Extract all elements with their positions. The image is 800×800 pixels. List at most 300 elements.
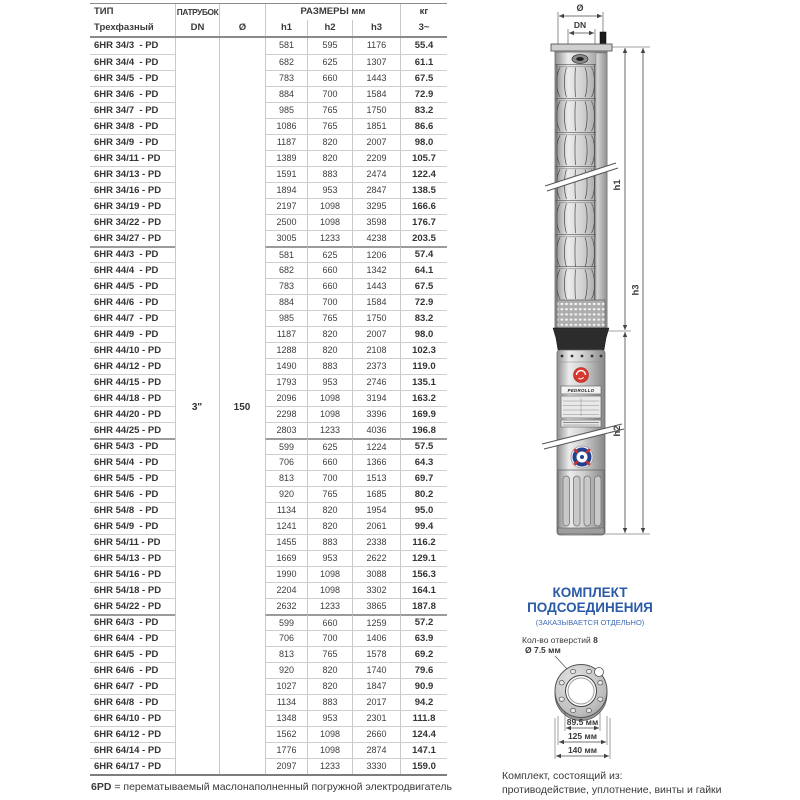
table-row <box>90 262 447 278</box>
table-row <box>90 630 447 646</box>
cell-h3: 1406 <box>352 630 400 646</box>
cell-h3: 2474 <box>352 166 400 182</box>
cell-h1: 3005 <box>265 230 307 246</box>
table-row <box>90 374 447 390</box>
cell-h3: 1366 <box>352 454 400 470</box>
table-row <box>90 582 447 598</box>
cell-h2: 953 <box>307 374 352 390</box>
cell-dn <box>175 726 219 742</box>
cell-type: 6HR 34/16 - PD <box>90 182 175 198</box>
cell-h1: 2097 <box>265 758 307 774</box>
cell-dn <box>175 486 219 502</box>
cell-dn <box>175 150 219 166</box>
cell-h2: 820 <box>307 662 352 678</box>
cell-dn <box>175 518 219 534</box>
cell-type: 6HR 64/10 - PD <box>90 710 175 726</box>
table-row <box>90 742 447 758</box>
cell-h1: 2096 <box>265 390 307 406</box>
cell-dia <box>219 54 265 70</box>
cell-kg: 57.4 <box>400 246 447 262</box>
cell-h2: 953 <box>307 182 352 198</box>
table-row <box>90 278 447 294</box>
cell-dia <box>219 374 265 390</box>
cell-kg: 187.8 <box>400 598 447 614</box>
cell-dn <box>175 246 219 262</box>
cell-kg: 69.7 <box>400 470 447 486</box>
cell-dn <box>175 630 219 646</box>
cell-kg: 83.2 <box>400 310 447 326</box>
cell-dia <box>219 422 265 438</box>
cell-h2: 820 <box>307 342 352 358</box>
cell-h1: 581 <box>265 38 307 54</box>
cell-kg: 176.7 <box>400 214 447 230</box>
cell-h2: 660 <box>307 614 352 630</box>
cell-kg: 83.2 <box>400 102 447 118</box>
cell-h1: 884 <box>265 294 307 310</box>
cell-dia <box>219 678 265 694</box>
cell-h1: 813 <box>265 646 307 662</box>
cell-h3: 2061 <box>352 518 400 534</box>
cell-dn <box>175 262 219 278</box>
table-row <box>90 342 447 358</box>
table-row <box>90 598 447 614</box>
cell-dia <box>219 262 265 278</box>
kit-subtitle: (ЗАКАЗЫВАЕТСЯ ОТДЕЛЬНО) <box>535 618 645 627</box>
cell-h2: 765 <box>307 310 352 326</box>
cell-dia <box>219 214 265 230</box>
cell-h2: 765 <box>307 118 352 134</box>
dn-merged-value: 3" <box>191 402 203 413</box>
cell-h3: 2301 <box>352 710 400 726</box>
cell-dia <box>219 486 265 502</box>
cell-dia <box>219 310 265 326</box>
cell-kg: 55.4 <box>400 38 447 54</box>
cell-kg: 79.6 <box>400 662 447 678</box>
cell-kg: 116.2 <box>400 534 447 550</box>
cell-dia <box>219 614 265 630</box>
red-logo <box>574 368 589 383</box>
cell-dia <box>219 742 265 758</box>
table-row <box>90 438 447 454</box>
cell-type: 6HR 34/13 - PD <box>90 166 175 182</box>
cell-type: 6HR 44/5 - PD <box>90 278 175 294</box>
cell-h1: 599 <box>265 438 307 454</box>
flange-dim-895: 89.5 мм <box>566 717 599 727</box>
dia-merged-value: 150 <box>233 402 251 413</box>
cell-kg: 203.5 <box>400 230 447 246</box>
h3-dim-label: h3 <box>630 284 642 296</box>
cell-dia <box>219 342 265 358</box>
cell-type: 6HR 54/3 - PD <box>90 438 175 454</box>
cell-dn <box>175 454 219 470</box>
cell-h2: 1233 <box>307 598 352 614</box>
cell-type: 6HR 34/3 - PD <box>94 40 159 51</box>
cell-h2: 1098 <box>307 406 352 422</box>
table-row <box>90 310 447 326</box>
cell-h2: 700 <box>307 470 352 486</box>
cell-h1: 1990 <box>265 566 307 582</box>
cell-h2: 660 <box>307 262 352 278</box>
cell-kg: 69.2 <box>400 646 447 662</box>
cell-h1: 2197 <box>265 198 307 214</box>
cell-kg: 67.5 <box>400 278 447 294</box>
cell-h3: 1584 <box>352 294 400 310</box>
table-row <box>90 230 447 246</box>
cell-type: 6HR 54/16 - PD <box>90 566 175 582</box>
cell-h3: 2874 <box>352 742 400 758</box>
cell-h3: 1847 <box>352 678 400 694</box>
cell-dn <box>175 646 219 662</box>
cell-dia <box>219 294 265 310</box>
table-row <box>90 102 447 118</box>
cell-h3: 3865 <box>352 598 400 614</box>
cell-dia <box>219 150 265 166</box>
cell-h1: 2500 <box>265 214 307 230</box>
footnote-text: = перематываемый маслонаполненный погружной электродвигатель <box>111 781 453 793</box>
cell-h1: 2803 <box>265 422 307 438</box>
cell-h2: 953 <box>307 550 352 566</box>
cell-type: 6HR 54/22 - PD <box>90 598 175 614</box>
cell-dn <box>175 214 219 230</box>
cell-dia <box>219 70 265 86</box>
cell-dia <box>219 358 265 374</box>
cell-h1: 1669 <box>265 550 307 566</box>
cell-type: 6HR 44/15 - PD <box>90 374 175 390</box>
cell-h3: 1259 <box>352 614 400 630</box>
table-row <box>90 358 447 374</box>
cell-kg: 166.6 <box>400 198 447 214</box>
flange-notch <box>595 668 604 677</box>
suction-screen <box>557 300 605 328</box>
cell-h1: 920 <box>265 486 307 502</box>
cell-h3: 1584 <box>352 86 400 102</box>
cell-dn <box>175 326 219 342</box>
cell-kg: 72.9 <box>400 86 447 102</box>
coupling <box>553 328 609 350</box>
cell-h2: 625 <box>307 438 352 454</box>
cell-kg: 105.7 <box>400 150 447 166</box>
cell-h1: 884 <box>265 86 307 102</box>
cell-dia <box>219 550 265 566</box>
cell-dn <box>175 182 219 198</box>
col-header-type2: Трехфазный <box>94 22 154 33</box>
cell-dn <box>175 310 219 326</box>
cell-kg: 164.1 <box>400 582 447 598</box>
cell-h1: 2204 <box>265 582 307 598</box>
cell-dia <box>219 470 265 486</box>
cell-kg: 57.2 <box>400 614 447 630</box>
cell-type: 6HR 34/9 - PD <box>90 134 175 150</box>
cell-kg: 138.5 <box>400 182 447 198</box>
cell-h3: 3302 <box>352 582 400 598</box>
cell-dia <box>219 726 265 742</box>
cell-h3: 1954 <box>352 502 400 518</box>
cell-h2: 660 <box>307 70 352 86</box>
cell-h1: 1348 <box>265 710 307 726</box>
cell-h2: 765 <box>307 102 352 118</box>
cell-h2: 765 <box>307 646 352 662</box>
table-row <box>90 710 447 726</box>
cell-kg: 95.0 <box>400 502 447 518</box>
cell-h1: 1894 <box>265 182 307 198</box>
cell-h1: 1086 <box>265 118 307 134</box>
table-row <box>90 326 447 342</box>
cell-kg: 147.1 <box>400 742 447 758</box>
cell-h2: 820 <box>307 678 352 694</box>
cell-kg: 80.2 <box>400 486 447 502</box>
cell-h2: 883 <box>307 534 352 550</box>
cell-h1: 682 <box>265 262 307 278</box>
cell-kg: 57.5 <box>400 438 447 454</box>
cell-dn <box>175 358 219 374</box>
cell-dn <box>175 550 219 566</box>
cell-kg: 64.1 <box>400 262 447 278</box>
cell-h3: 3330 <box>352 758 400 774</box>
cell-kg: 102.3 <box>400 342 447 358</box>
cell-h2: 660 <box>307 454 352 470</box>
cell-h2: 1233 <box>307 758 352 774</box>
cell-h1: 1490 <box>265 358 307 374</box>
pump-drawing <box>500 0 700 625</box>
cell-dn <box>175 742 219 758</box>
table-row <box>90 214 447 230</box>
cell-h1: 581 <box>265 246 307 262</box>
cell-dn <box>175 38 219 54</box>
cell-type: 6HR 34/8 - PD <box>90 118 175 134</box>
cell-dn <box>175 758 219 774</box>
cell-h1: 1187 <box>265 326 307 342</box>
cell-dia <box>219 182 265 198</box>
cell-h2: 1233 <box>307 422 352 438</box>
cell-h2: 820 <box>307 326 352 342</box>
dn-dim-label: DN <box>573 20 587 30</box>
cell-h1: 813 <box>265 470 307 486</box>
serial-plate <box>561 420 601 427</box>
cell-dn <box>175 438 219 454</box>
cell-dia <box>219 246 265 262</box>
cell-h2: 1098 <box>307 582 352 598</box>
cell-dia <box>219 710 265 726</box>
table-row <box>90 198 447 214</box>
cell-kg: 159.0 <box>400 758 447 774</box>
cell-h3: 2007 <box>352 134 400 150</box>
cell-h3: 3194 <box>352 390 400 406</box>
table-row <box>90 118 447 134</box>
kit-note <box>502 770 722 797</box>
cell-kg: 196.8 <box>400 422 447 438</box>
cell-dia <box>219 646 265 662</box>
cell-dn <box>175 422 219 438</box>
cell-kg: 90.9 <box>400 678 447 694</box>
cell-kg: 169.9 <box>400 406 447 422</box>
table-row <box>90 406 447 422</box>
cell-h3: 3598 <box>352 214 400 230</box>
table-row <box>90 534 447 550</box>
cell-h3: 1740 <box>352 662 400 678</box>
cell-kg: 86.6 <box>400 118 447 134</box>
cell-h3: 1224 <box>352 438 400 454</box>
cell-type: 6HR 34/6 - PD <box>90 86 175 102</box>
h2-dim-label: h2 <box>612 425 623 437</box>
cell-type: 6HR 54/9 - PD <box>90 518 175 534</box>
cell-dia <box>219 230 265 246</box>
cell-type: 6HR 44/7 - PD <box>90 310 175 326</box>
cell-h1: 2298 <box>265 406 307 422</box>
pump-riser-column <box>596 53 607 329</box>
cell-h2: 625 <box>307 54 352 70</box>
cell-type: 6HR 64/6 - PD <box>90 662 175 678</box>
table-row <box>90 54 447 70</box>
cell-h1: 1389 <box>265 150 307 166</box>
cell-dia <box>219 118 265 134</box>
cell-type: 6HR 44/3 - PD <box>90 246 175 262</box>
table-row <box>90 454 447 470</box>
cell-type: 6HR 34/27 - PD <box>90 230 175 246</box>
cell-dia <box>219 534 265 550</box>
cell-kg: 156.3 <box>400 566 447 582</box>
cell-h2: 1098 <box>307 742 352 758</box>
cell-type: 6HR 54/18 - PD <box>90 582 175 598</box>
cell-kg: 72.9 <box>400 294 447 310</box>
cell-dn <box>175 566 219 582</box>
flange-dim-140: 140 мм <box>567 745 598 755</box>
holes-label-text: Кол-во отверстий <box>522 635 591 645</box>
col-header-dn2: DN <box>175 20 219 36</box>
table-row <box>90 134 447 150</box>
cell-h1: 985 <box>265 310 307 326</box>
cell-h2: 883 <box>307 166 352 182</box>
cell-type: 6HR 54/11 - PD <box>90 534 175 550</box>
cell-dn <box>175 534 219 550</box>
cell-type: 6HR 64/7 - PD <box>90 678 175 694</box>
cell-h3: 1750 <box>352 102 400 118</box>
cell-dn <box>175 102 219 118</box>
cell-dia <box>219 86 265 102</box>
cell-kg: 163.2 <box>400 390 447 406</box>
cell-dia <box>219 198 265 214</box>
cell-dia <box>219 598 265 614</box>
cell-h3: 3396 <box>352 406 400 422</box>
cell-type: 6HR 34/7 - PD <box>90 102 175 118</box>
footnote <box>91 781 471 793</box>
table-row <box>90 518 447 534</box>
flange-dim-125: 125 мм <box>567 731 598 741</box>
cell-h2: 1098 <box>307 390 352 406</box>
col-header-dia-spacer <box>219 4 265 20</box>
cell-dn <box>175 278 219 294</box>
cell-h2: 820 <box>307 134 352 150</box>
cell-dn <box>175 470 219 486</box>
table-row <box>90 486 447 502</box>
cell-h2: 883 <box>307 694 352 710</box>
cell-h1: 783 <box>265 70 307 86</box>
table-body <box>90 38 447 774</box>
cell-h2: 883 <box>307 358 352 374</box>
kit-title-line2: ПОДСОЕДИНЕНИЯ <box>527 600 653 615</box>
cell-h3: 2373 <box>352 358 400 374</box>
cell-kg: 64.3 <box>400 454 447 470</box>
cell-type: 6HR 44/4 - PD <box>90 262 175 278</box>
cell-h3: 2847 <box>352 182 400 198</box>
table-row <box>90 662 447 678</box>
cell-h2: 595 <box>307 38 352 54</box>
table-row <box>90 166 447 182</box>
cell-h1: 1027 <box>265 678 307 694</box>
col-header-dn: ПАТРУБОК <box>175 4 219 20</box>
cell-h1: 682 <box>265 54 307 70</box>
cell-h1: 1591 <box>265 166 307 182</box>
cell-h1: 1793 <box>265 374 307 390</box>
col-header-kg: кг <box>400 4 447 20</box>
cell-type: 6HR 64/12 - PD <box>90 726 175 742</box>
cell-dia <box>219 582 265 598</box>
cell-dn <box>175 294 219 310</box>
table-row <box>90 550 447 566</box>
cell-h3: 4036 <box>352 422 400 438</box>
cell-dia <box>219 102 265 118</box>
cell-type: 6HR 44/12 - PD <box>90 358 175 374</box>
cell-type: 6HR 44/9 - PD <box>90 326 175 342</box>
cell-h3: 1685 <box>352 486 400 502</box>
cell-dn <box>175 166 219 182</box>
table-row <box>90 502 447 518</box>
cell-h2: 1233 <box>307 230 352 246</box>
cell-dia <box>219 278 265 294</box>
cell-kg: 122.4 <box>400 166 447 182</box>
flange-bore <box>566 676 597 707</box>
col-header-dia: Ø <box>219 20 265 36</box>
cell-h3: 1176 <box>352 38 400 54</box>
col-header-type: ТИП <box>94 6 114 17</box>
cell-h2: 1098 <box>307 726 352 742</box>
cell-dn <box>175 598 219 614</box>
cell-type: 6HR 34/19 - PD <box>90 198 175 214</box>
cell-type: 6HR 64/5 - PD <box>90 646 175 662</box>
cell-h2: 953 <box>307 710 352 726</box>
cell-dia <box>219 758 265 774</box>
cell-dn <box>175 54 219 70</box>
cell-h3: 2746 <box>352 374 400 390</box>
cell-dia <box>219 134 265 150</box>
cell-h1: 1241 <box>265 518 307 534</box>
kit-note-line1: Комплект, состоящий из: <box>502 770 623 782</box>
cell-h2: 660 <box>307 278 352 294</box>
cell-h3: 1443 <box>352 278 400 294</box>
cell-h3: 2338 <box>352 534 400 550</box>
cell-h3: 2007 <box>352 326 400 342</box>
spec-table <box>90 3 447 776</box>
cell-type: 6HR 54/8 - PD <box>90 502 175 518</box>
cell-dia <box>219 166 265 182</box>
cell-type: 6HR 44/18 - PD <box>90 390 175 406</box>
kit-title <box>500 585 680 627</box>
cell-dia <box>219 326 265 342</box>
footnote-prefix: 6PD <box>91 781 112 793</box>
cell-kg: 124.4 <box>400 726 447 742</box>
cell-dn <box>175 694 219 710</box>
cell-h1: 1288 <box>265 342 307 358</box>
cell-dn <box>175 342 219 358</box>
cell-h2: 820 <box>307 518 352 534</box>
table-row <box>90 726 447 742</box>
cell-kg: 119.0 <box>400 358 447 374</box>
cell-type: 6HR 34/5 - PD <box>90 70 175 86</box>
table-row <box>90 390 447 406</box>
col-header-sizes: РАЗМЕРЫ мм <box>265 4 400 20</box>
cell-h2: 700 <box>307 630 352 646</box>
cell-h3: 1443 <box>352 70 400 86</box>
cell-h2: 1098 <box>307 214 352 230</box>
